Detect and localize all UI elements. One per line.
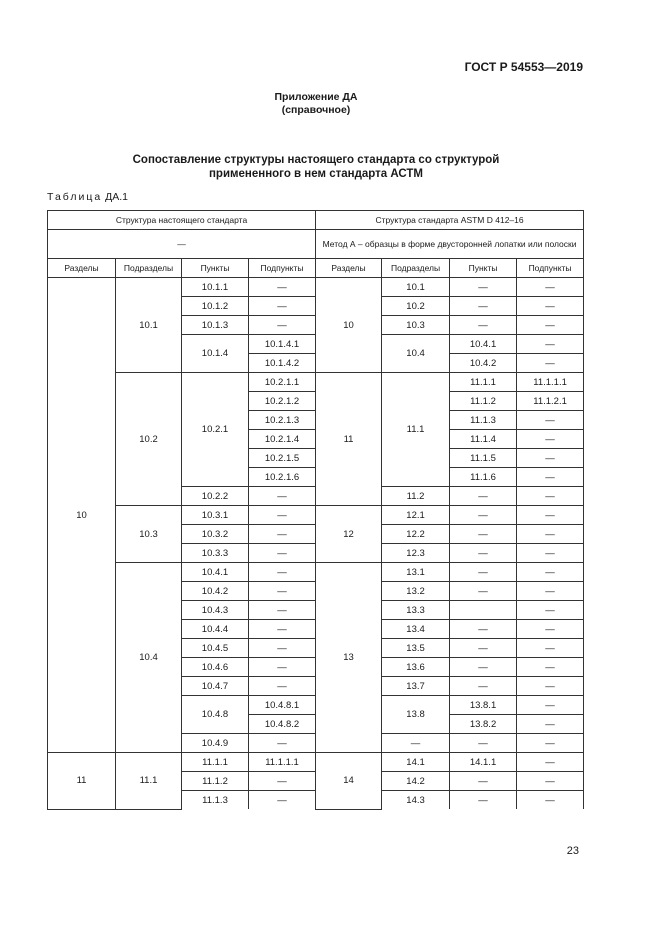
clause-cell: 10.1.4: [182, 335, 249, 373]
subclause-cell: 10.4.8.2: [249, 715, 316, 734]
astm-clause-cell: —: [450, 791, 517, 810]
page-number: 23: [566, 845, 579, 857]
subclause-cell: —: [249, 316, 316, 335]
astm-subsection-cell: 10.2: [382, 297, 450, 316]
astm-clause-cell: 10.4.1: [450, 335, 517, 354]
clause-cell: 10.4.8: [182, 696, 249, 734]
table-row: [48, 506, 584, 525]
subclause-cell: 10.2.1.6: [249, 468, 316, 487]
astm-subclause-cell: —: [517, 563, 584, 582]
subclause-cell: 10.4.8.1: [249, 696, 316, 715]
astm-subclause-cell: —: [517, 487, 584, 506]
astm-subclause-cell: —: [517, 354, 584, 373]
subsection-cell: 10.1: [116, 278, 182, 373]
astm-subclause-cell: —: [517, 525, 584, 544]
astm-subclause-cell: —: [517, 506, 584, 525]
astm-clause-cell: —: [450, 487, 517, 506]
clause-cell: 10.1.3: [182, 316, 249, 335]
astm-clause-cell: —: [450, 582, 517, 601]
subclause-cell: —: [249, 734, 316, 753]
subclause-cell: —: [249, 544, 316, 563]
section-cell: 11: [48, 753, 116, 810]
subclause-cell: —: [249, 563, 316, 582]
astm-subclause-cell: —: [517, 753, 584, 772]
subclause-cell: 10.2.1.2: [249, 392, 316, 411]
section-cell: 10: [48, 278, 116, 753]
clause-cell: 10.4.1: [182, 563, 249, 582]
subclause-cell: —: [249, 620, 316, 639]
astm-clause-cell: —: [450, 316, 517, 335]
astm-subclause-cell: 11.1.2.1: [517, 392, 584, 411]
astm-subclause-cell: —: [517, 734, 584, 753]
subclause-cell: —: [249, 487, 316, 506]
astm-subclause-cell: —: [517, 278, 584, 297]
astm-subsection-cell: 13.8: [382, 696, 450, 734]
column-header: Разделы: [48, 259, 116, 278]
astm-subclause-cell: —: [517, 316, 584, 335]
subsection-cell: 10.3: [116, 506, 182, 563]
astm-clause-cell: 13.8.2: [450, 715, 517, 734]
left-method: —: [48, 230, 316, 259]
astm-subclause-cell: —: [517, 791, 584, 810]
astm-subclause-cell: —: [517, 639, 584, 658]
table-label-number: ДА.1: [105, 191, 128, 203]
astm-clause-cell: —: [450, 525, 517, 544]
astm-clause-cell: —: [450, 734, 517, 753]
astm-subsection-cell: 11.2: [382, 487, 450, 506]
appendix-heading: [0, 91, 632, 117]
astm-clause-cell: —: [450, 563, 517, 582]
astm-subclause-cell: —: [517, 544, 584, 563]
subclause-cell: —: [249, 772, 316, 791]
astm-clause-cell: —: [450, 620, 517, 639]
subclause-cell: —: [249, 601, 316, 620]
subclause-cell: 10.2.1.1: [249, 373, 316, 392]
clause-cell: 11.1.2: [182, 772, 249, 791]
subclause-cell: 10.1.4.1: [249, 335, 316, 354]
table-row: [48, 373, 584, 392]
astm-clause-cell: —: [450, 639, 517, 658]
astm-subsection-cell: 13.5: [382, 639, 450, 658]
astm-section-cell: 14: [316, 753, 382, 810]
astm-clause-cell: 11.1.4: [450, 430, 517, 449]
subclause-cell: —: [249, 582, 316, 601]
astm-clause-cell: —: [450, 658, 517, 677]
astm-subsection-cell: 10.3: [382, 316, 450, 335]
column-header: Подпункты: [249, 259, 316, 278]
clause-cell: 10.4.9: [182, 734, 249, 753]
astm-subclause-cell: —: [517, 468, 584, 487]
astm-subsection-cell: 13.6: [382, 658, 450, 677]
astm-subclause-cell: —: [517, 411, 584, 430]
table-label-word: Таблица: [47, 191, 103, 203]
astm-subclause-cell: —: [517, 430, 584, 449]
clause-cell: 10.4.5: [182, 639, 249, 658]
subsection-cell: 10.4: [116, 563, 182, 753]
astm-clause-cell: 14.1.1: [450, 753, 517, 772]
clause-cell: 10.4.7: [182, 677, 249, 696]
appendix-title: Приложение ДА: [274, 91, 358, 103]
astm-subclause-cell: —: [517, 696, 584, 715]
heading-line-2: примененного в нем стандарта АСТМ: [208, 168, 424, 180]
document-number: ГОСТ Р 54553—2019: [464, 60, 583, 74]
structure-comparison-table: [47, 210, 584, 810]
astm-clause-cell: 10.4.2: [450, 354, 517, 373]
astm-subclause-cell: 11.1.1.1: [517, 373, 584, 392]
column-header: Пункты: [182, 259, 249, 278]
astm-subsection-cell: 14.2: [382, 772, 450, 791]
subsection-cell: 11.1: [116, 753, 182, 810]
astm-subsection-cell: 12.3: [382, 544, 450, 563]
appendix-subtitle: (справочное): [281, 104, 351, 116]
astm-section-cell: 11: [316, 373, 382, 506]
astm-clause-cell: —: [450, 677, 517, 696]
astm-clause-cell: 11.1.6: [450, 468, 517, 487]
astm-subsection-cell: 10.4: [382, 335, 450, 373]
table-label: [47, 191, 128, 203]
heading-line-1: Сопоставление структуры настоящего стандарта со структурой: [132, 154, 500, 166]
table-row: [48, 563, 584, 582]
astm-subsection-cell: —: [382, 734, 450, 753]
astm-section-cell: 12: [316, 506, 382, 563]
subclause-cell: —: [249, 677, 316, 696]
astm-subclause-cell: —: [517, 601, 584, 620]
astm-subclause-cell: —: [517, 449, 584, 468]
astm-subsection-cell: 13.3: [382, 601, 450, 620]
clause-cell: 10.3.1: [182, 506, 249, 525]
subclause-cell: 10.2.1.3: [249, 411, 316, 430]
astm-clause-cell: —: [450, 278, 517, 297]
astm-clause-cell: —: [450, 506, 517, 525]
subclause-cell: 10.2.1.4: [249, 430, 316, 449]
clause-cell: 10.4.4: [182, 620, 249, 639]
table-heading: [0, 153, 632, 181]
astm-clause-cell: —: [450, 297, 517, 316]
astm-subclause-cell: —: [517, 297, 584, 316]
table-header-row: [48, 259, 584, 278]
subclause-cell: —: [249, 297, 316, 316]
clause-cell: 11.1.3: [182, 791, 249, 810]
astm-subsection-cell: 13.7: [382, 677, 450, 696]
clause-cell: 10.4.2: [182, 582, 249, 601]
clause-cell: 10.2.1: [182, 373, 249, 487]
astm-subclause-cell: —: [517, 772, 584, 791]
subclause-cell: —: [249, 639, 316, 658]
astm-section-cell: 13: [316, 563, 382, 753]
column-header: Подпункты: [517, 259, 584, 278]
right-method: Метод А – образцы в форме двусторонней лопатки или полоски: [316, 230, 584, 259]
astm-subclause-cell: —: [517, 335, 584, 354]
astm-subclause-cell: —: [517, 715, 584, 734]
clause-cell: 10.3.3: [182, 544, 249, 563]
astm-clause-cell: —: [450, 544, 517, 563]
clause-cell: 10.4.3: [182, 601, 249, 620]
subclause-cell: 11.1.1.1: [249, 753, 316, 772]
subclause-cell: —: [249, 506, 316, 525]
subclause-cell: 10.1.4.2: [249, 354, 316, 373]
right-group-header: Структура стандарта ASTM D 412–16: [316, 211, 584, 230]
subclause-cell: 10.2.1.5: [249, 449, 316, 468]
subclause-cell: —: [249, 791, 316, 810]
astm-clause-cell: 11.1.2: [450, 392, 517, 411]
subclause-cell: —: [249, 525, 316, 544]
astm-clause-cell: [450, 601, 517, 620]
column-header: Разделы: [316, 259, 382, 278]
subclause-cell: —: [249, 658, 316, 677]
column-header: Пункты: [450, 259, 517, 278]
astm-subsection-cell: 12.1: [382, 506, 450, 525]
astm-subsection-cell: 11.1: [382, 373, 450, 487]
astm-clause-cell: 11.1.1: [450, 373, 517, 392]
subsection-cell: 10.2: [116, 373, 182, 506]
astm-subsection-cell: 13.1: [382, 563, 450, 582]
column-header: Подразделы: [116, 259, 182, 278]
astm-subsection-cell: 13.4: [382, 620, 450, 639]
astm-subclause-cell: —: [517, 658, 584, 677]
table-row: [48, 278, 584, 297]
clause-cell: 10.3.2: [182, 525, 249, 544]
astm-clause-cell: 11.1.5: [450, 449, 517, 468]
clause-cell: 10.4.6: [182, 658, 249, 677]
clause-cell: 10.2.2: [182, 487, 249, 506]
astm-subclause-cell: —: [517, 582, 584, 601]
astm-clause-cell: 11.1.3: [450, 411, 517, 430]
subclause-cell: —: [249, 278, 316, 297]
astm-subsection-cell: 14.3: [382, 791, 450, 810]
astm-clause-cell: 13.8.1: [450, 696, 517, 715]
table-row: [48, 753, 584, 772]
left-group-header: Структура настоящего стандарта: [48, 211, 316, 230]
column-header: Подразделы: [382, 259, 450, 278]
astm-subsection-cell: 10.1: [382, 278, 450, 297]
table-row: [48, 211, 584, 230]
clause-cell: 10.1.1: [182, 278, 249, 297]
astm-subsection-cell: 14.1: [382, 753, 450, 772]
astm-clause-cell: —: [450, 772, 517, 791]
clause-cell: 11.1.1: [182, 753, 249, 772]
astm-subclause-cell: —: [517, 677, 584, 696]
astm-subsection-cell: 13.2: [382, 582, 450, 601]
astm-subsection-cell: 12.2: [382, 525, 450, 544]
table-row: [48, 230, 584, 259]
astm-subclause-cell: —: [517, 620, 584, 639]
astm-section-cell: 10: [316, 278, 382, 373]
clause-cell: 10.1.2: [182, 297, 249, 316]
